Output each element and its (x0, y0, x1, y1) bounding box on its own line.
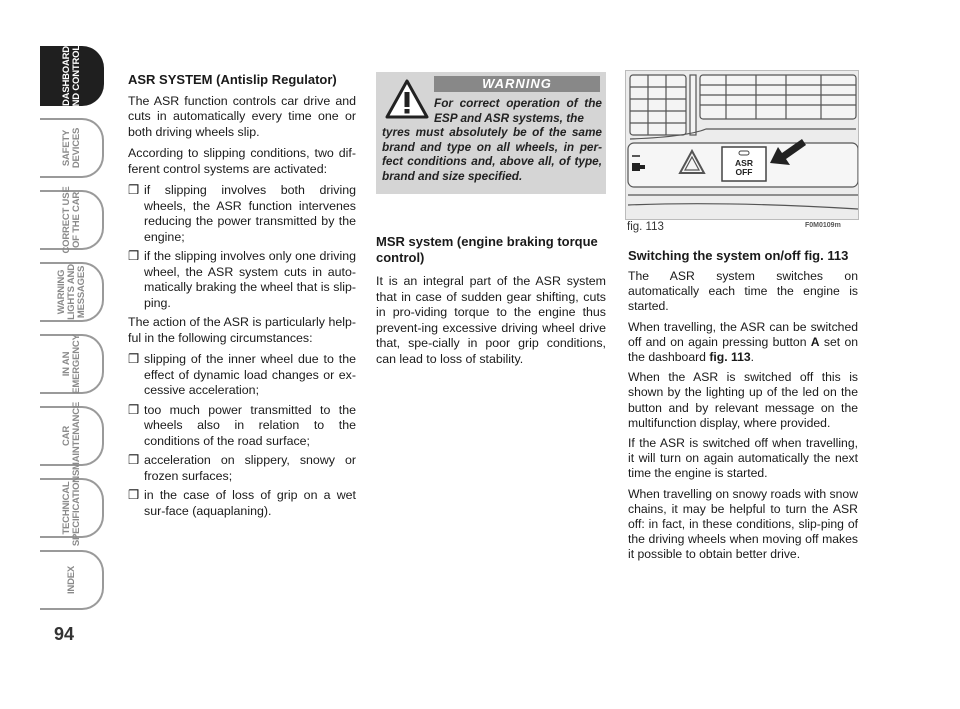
tab-technical-specifications[interactable] (40, 469, 104, 547)
tab-label: DASHBOARD AND CONTROLS (61, 38, 82, 114)
msr-title: MSR system (engine braking torque control) (376, 234, 598, 265)
switching-paragraph: When travelling on snowy roads with snow chains, it may be helpful to turn the ASR off: in fact, in these conditions, slip-ping of the driving wheels when moving off makes it possible to obtain better drive. (628, 486, 858, 562)
tab-label: INDEX (66, 565, 77, 595)
switching-section (628, 248, 858, 568)
switching-paragraph: When the ASR is switched off this is shown by the lighting up of the led on the button and by relevant message on the multifunction display, where provided. (628, 370, 858, 430)
checkbox-bullet-icon: ❒ (128, 352, 140, 366)
list-item: ❒ too much power transmitted to the wheels also in relation to the conditions of the road surface; (128, 402, 356, 448)
asr-paragraph: According to slipping conditions, two dif-ferent control systems are activated: (128, 146, 356, 176)
tab-label: TECHNICAL SPECIFICATIONS (61, 469, 82, 547)
checkbox-bullet-icon: ❒ (128, 488, 140, 502)
list-item: ❒ if the slipping involves only one driving wheel, the ASR system cuts in auto-matically braking the wheel that is slip-ping. (128, 249, 356, 310)
list-item: ❒ in the case of loss of grip on a wet sur-face (aquaplaning). (128, 488, 356, 518)
list-item: ❒ if slipping involves both driving wheels, the ASR function intervenes reducing the power transmitted by the engine; (128, 183, 356, 244)
tab-label: CORRECT USE OF THE CAR (61, 186, 82, 254)
warning-text: For correct operation of the ESP and ASR systems, the tyres must absolutely be of the same brand and type on all wheels, in per-fect conditions and, above all, of type, brand and size specified. (382, 96, 602, 183)
tab-label: SAFETY DEVICES (61, 127, 82, 169)
msr-section (376, 234, 606, 373)
asr-button-label-off: OFF (735, 167, 753, 177)
asr-paragraph: The ASR function controls car drive and cuts in automatically every time one or both driving wheels slip. (128, 93, 356, 139)
checkbox-bullet-icon: ❒ (128, 453, 140, 467)
asr-title: ASR SYSTEM (Antislip Regulator) (128, 72, 337, 87)
section-tabs (40, 38, 104, 622)
checkbox-bullet-icon: ❒ (128, 183, 140, 197)
tab-label: WARNING LIGHTS AND MESSAGES (56, 264, 87, 320)
asr-button-label: ASR (735, 158, 753, 168)
switching-title: Switching the system on/off fig. 113 (628, 248, 849, 263)
figure-code: F0M0109m (805, 222, 841, 229)
list-item: ❒ slipping of the inner wheel due to the effect of dynamic load changes or ex-cessive acceleration; (128, 352, 356, 397)
tab-label: CAR MAINTENANCE (61, 402, 82, 470)
dashboard-illustration (626, 71, 859, 220)
tab-dashboard-and-controls[interactable] (40, 38, 104, 114)
page-number: 94 (54, 624, 75, 644)
msr-paragraph: It is an integral part of the ASR system that in case of sudden gear shifting, cuts in pro-viding torque to the engine thus prevent-ing excessive driving wheel drive that, spe-cially in poor grip conditions, can lead to loss of stability. (376, 274, 606, 366)
list-item: ❒ acceleration on slippery, snowy or frozen surfaces; (128, 453, 356, 483)
figure-caption: fig. 113 (627, 221, 664, 233)
warning-box (376, 72, 606, 194)
tab-safety-devices[interactable] (40, 118, 104, 178)
dashboard-figure (625, 70, 859, 220)
checkbox-bullet-icon: ❒ (128, 402, 140, 417)
asr-paragraph: The action of the ASR is particularly help-ful in the following circumstances: (128, 315, 356, 345)
checkbox-bullet-icon: ❒ (128, 249, 140, 263)
tab-car-maintenance[interactable] (40, 402, 104, 470)
tab-correct-use[interactable] (40, 186, 104, 254)
tab-warning-lights[interactable] (40, 262, 104, 322)
switching-paragraph: The ASR system switches on automatically each time the engine is started. (628, 269, 858, 314)
asr-section (128, 72, 356, 523)
tab-in-an-emergency[interactable] (40, 334, 104, 394)
switching-paragraph: If the ASR is switched off when travelling, it will turn on again automatically the next time the engine is started. (628, 436, 858, 481)
warning-label: WARNING (434, 76, 600, 92)
tab-index[interactable] (40, 550, 104, 610)
switching-paragraph: When travelling, the ASR can be switched off and on again pressing button A set on the dashboard fig. 113. (628, 319, 859, 365)
tab-label: IN AN EMERGENCY (61, 334, 82, 394)
